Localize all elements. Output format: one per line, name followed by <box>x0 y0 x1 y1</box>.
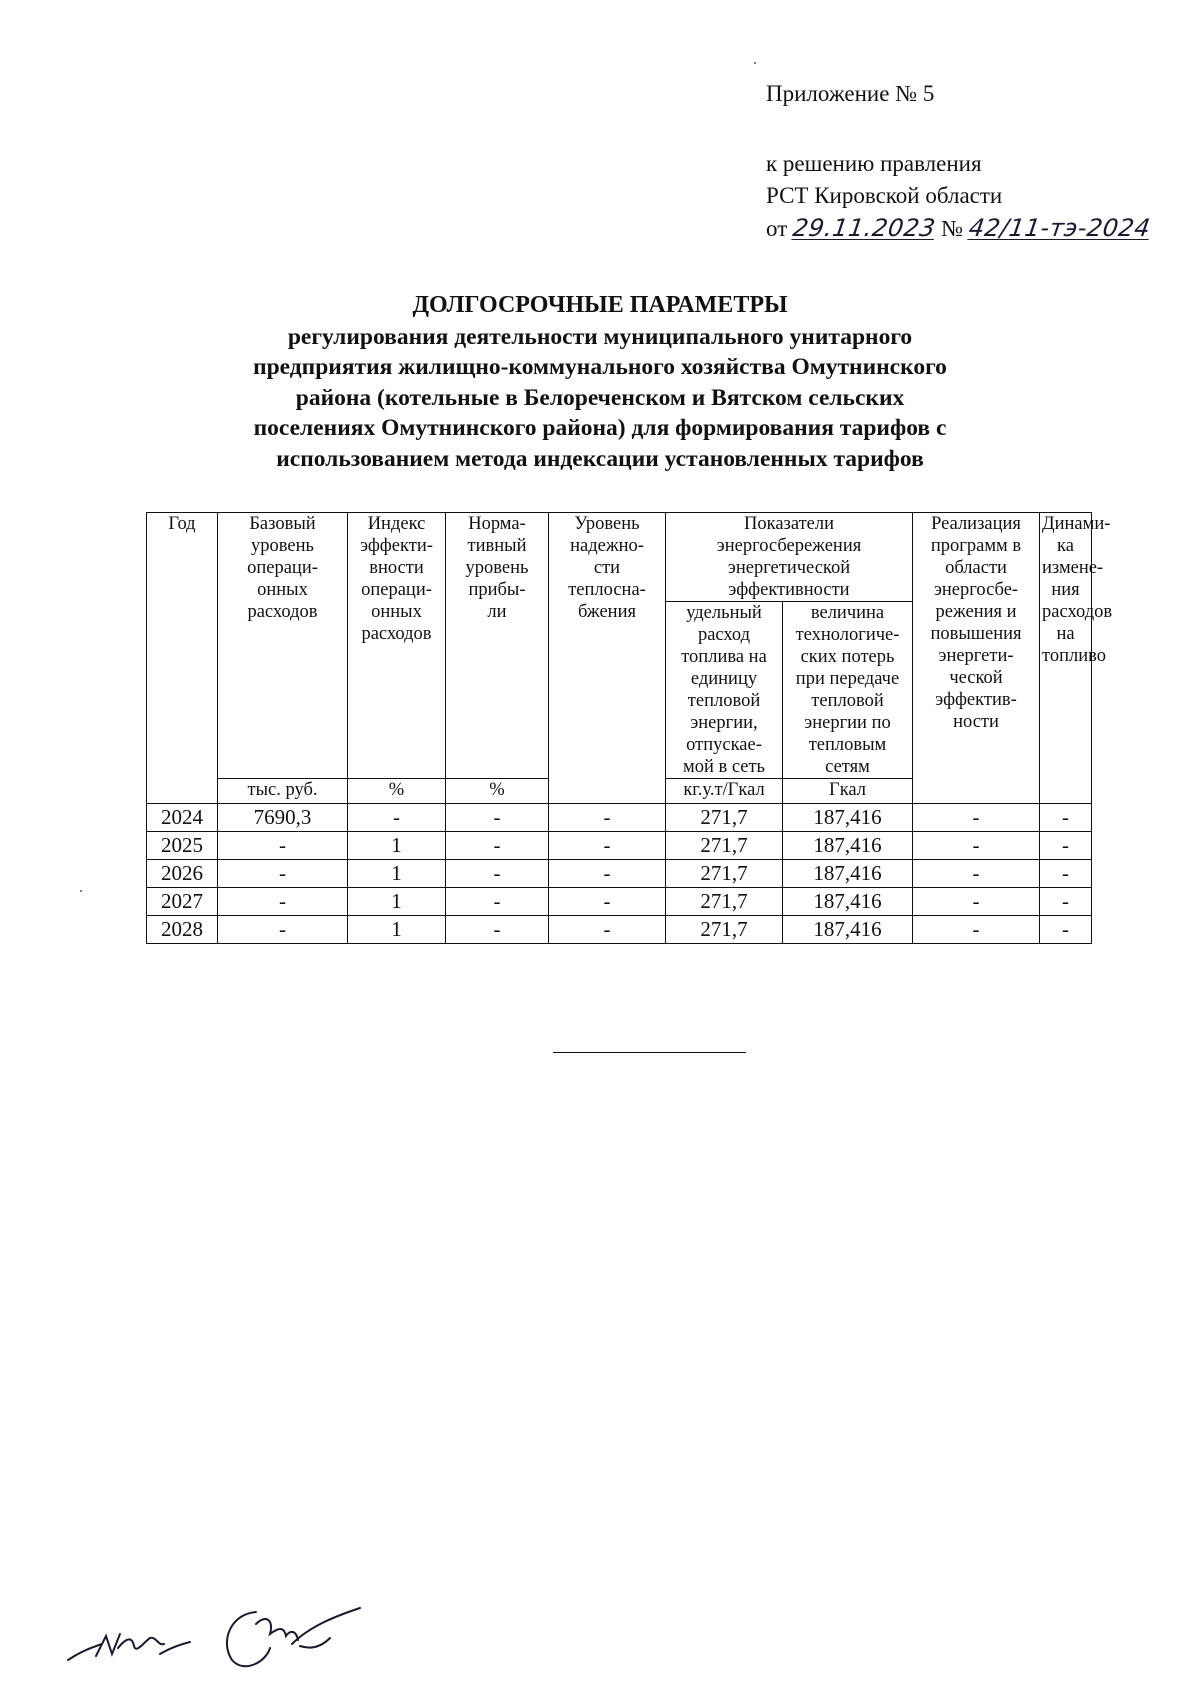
table-row <box>147 832 1092 860</box>
end-divider-line <box>553 1052 746 1053</box>
cell-base: 7690,3 <box>218 804 348 832</box>
cell-year: 2025 <box>147 832 218 860</box>
appendix-line-date-number <box>766 212 1153 245</box>
table-header-row-1 <box>147 513 1092 602</box>
heading-line-4: поселениях Омутнинского района) для формирования тарифов с <box>253 415 947 441</box>
initials-stroke <box>68 1634 190 1660</box>
cell-dynamics: - <box>1040 860 1092 888</box>
cell-norm: - <box>446 832 549 860</box>
cell-index: 1 <box>348 860 446 888</box>
unit-base: тыс. руб. <box>218 779 348 804</box>
header-reliability: Уровень надежно- сти теплосна- бжения <box>549 513 666 804</box>
appendix-date-handwritten: 29.11.2023 <box>791 214 938 242</box>
cell-dynamics: - <box>1040 888 1092 916</box>
appendix-line-decision: к решению правления <box>766 151 982 176</box>
cell-year: 2027 <box>147 888 218 916</box>
cell-fuel: 271,7 <box>666 860 783 888</box>
table-row <box>147 860 1092 888</box>
cell-base: - <box>218 832 348 860</box>
cell-programs: - <box>913 860 1040 888</box>
cell-reliability: - <box>549 832 666 860</box>
cell-index: 1 <box>348 888 446 916</box>
cell-programs: - <box>913 804 1040 832</box>
cell-index: - <box>348 804 446 832</box>
header-energy-group: Показатели энергосбережения энергетической эффективности <box>666 513 913 602</box>
table-row <box>147 804 1092 832</box>
cell-reliability: - <box>549 804 666 832</box>
signature-stroke <box>227 1608 360 1666</box>
header-efficiency-index: Индекс эффекти- вности операци- онных расходов <box>348 513 446 779</box>
heading-line-1: регулирования деятельности муниципального унитарного <box>287 323 913 350</box>
header-year: Год <box>147 513 218 804</box>
cell-base: - <box>218 916 348 944</box>
header-normative-profit: Норма- тивный уровень прибы- ли <box>446 513 549 779</box>
scan-speck <box>754 62 756 64</box>
cell-norm: - <box>446 804 549 832</box>
appendix-line-authority: РСТ Кировской области <box>766 183 1003 208</box>
unit-index: % <box>348 779 446 804</box>
header-programs: Реализация программ в области энергосбе- режения и повышения энергети- ческой эффектив- ности <box>913 513 1040 804</box>
cell-losses: 187,416 <box>783 832 913 860</box>
appendix-block <box>766 78 1153 245</box>
document-heading <box>150 290 1050 474</box>
header-losses: величина технологиче- ских потерь при передаче тепловой энергии по тепловым сетям <box>783 602 913 779</box>
cell-reliability: - <box>549 888 666 916</box>
cell-year: 2028 <box>147 916 218 944</box>
unit-norm: % <box>446 779 549 804</box>
cell-year: 2024 <box>147 804 218 832</box>
cell-base: - <box>218 888 348 916</box>
cell-losses: 187,416 <box>783 888 913 916</box>
unit-fuel: кг.у.т/Гкал <box>666 779 783 804</box>
table-row <box>147 916 1092 944</box>
cell-norm: - <box>446 916 549 944</box>
appendix-number-handwritten: 42/11-тэ-2024 <box>966 214 1153 242</box>
cell-dynamics: - <box>1040 832 1092 860</box>
header-fuel-rate: удельный расход топлива на единицу тепловой энергии, отпускае- мой в сеть <box>666 602 783 779</box>
cell-fuel: 271,7 <box>666 804 783 832</box>
cell-programs: - <box>913 832 1040 860</box>
cell-losses: 187,416 <box>783 860 913 888</box>
cell-reliability: - <box>549 916 666 944</box>
parameters-table <box>146 512 1113 944</box>
header-dynamics: Динами- ка измене- ния расходов на топливо <box>1040 513 1092 804</box>
cell-fuel: 271,7 <box>666 888 783 916</box>
heading-line-3: района (котельные в Белореченском и Вятском сельских <box>295 384 905 411</box>
cell-reliability: - <box>549 860 666 888</box>
cell-year: 2026 <box>147 860 218 888</box>
cell-programs: - <box>913 888 1040 916</box>
cell-base: - <box>218 860 348 888</box>
cell-norm: - <box>446 888 549 916</box>
appendix-from-prefix: от <box>766 216 788 241</box>
cell-index: 1 <box>348 916 446 944</box>
cell-index: 1 <box>348 832 446 860</box>
header-base-opex: Базовый уровень операци- онных расходов <box>218 513 348 779</box>
cell-norm: - <box>446 860 549 888</box>
table-row <box>147 888 1092 916</box>
cell-fuel: 271,7 <box>666 832 783 860</box>
cell-dynamics: - <box>1040 916 1092 944</box>
scan-speck <box>80 890 82 892</box>
cell-programs: - <box>913 916 1040 944</box>
heading-line-5: использованием метода индексации установленных тарифов <box>276 445 924 472</box>
heading-line-2: предприятия жилищно-коммунального хозяйства Омутнинского <box>253 354 947 380</box>
cell-dynamics: - <box>1040 804 1092 832</box>
appendix-number-sign: № <box>941 216 964 241</box>
cell-losses: 187,416 <box>783 916 913 944</box>
heading-main: ДОЛГОСРОЧНЫЕ ПАРАМЕТРЫ <box>412 292 788 318</box>
handwritten-signature <box>60 1590 380 1680</box>
unit-losses: Гкал <box>783 779 913 804</box>
cell-losses: 187,416 <box>783 804 913 832</box>
appendix-title: Приложение № 5 <box>766 81 935 106</box>
appendix-gap <box>766 110 1150 148</box>
cell-fuel: 271,7 <box>666 916 783 944</box>
